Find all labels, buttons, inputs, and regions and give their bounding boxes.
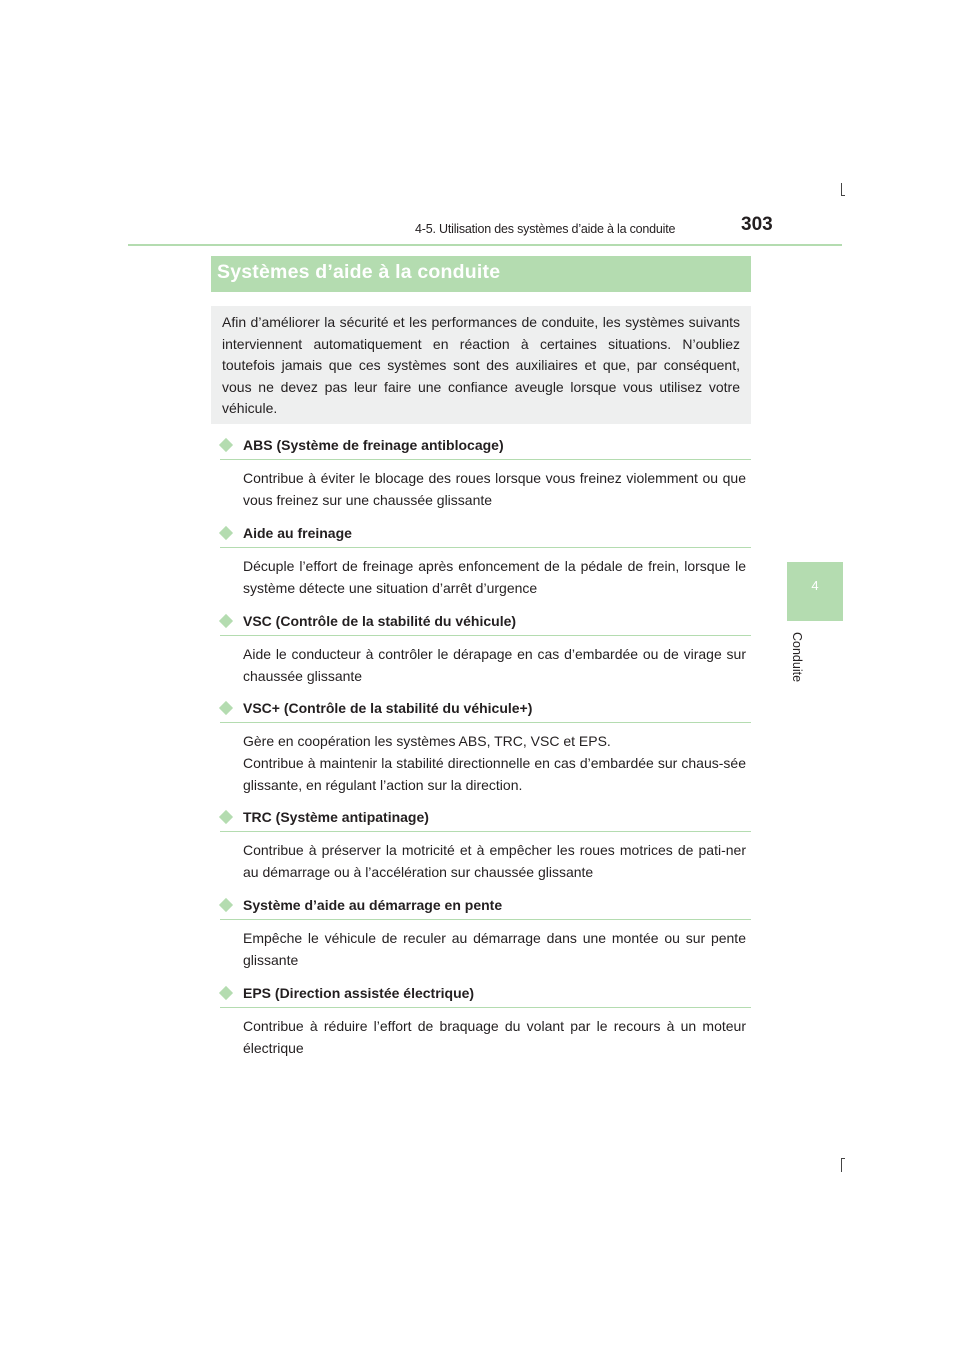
diamond-bullet-icon [219, 701, 233, 715]
chapter-label: Conduite [790, 632, 804, 683]
section-title-bar [211, 256, 751, 292]
diamond-bullet-icon [219, 614, 233, 628]
system-item-abs [220, 437, 751, 508]
system-description: Contribue à réduire l’effort de braquage du volant par le recours à un moteur électrique [243, 1018, 746, 1056]
system-title: ABS (Système de freinage antiblocage) [243, 437, 504, 453]
chapter-number: 4 [811, 578, 819, 593]
system-title: VSC (Contrôle de la stabilité du véhicule) [243, 613, 517, 629]
item-rule [220, 919, 751, 920]
section-title: Systèmes d’aide à la conduite [217, 261, 501, 283]
system-description: Contribue à éviter le blocage des roues lorsque vous freinez violemment ou que vous freinez sur une chaussée glissante [243, 470, 746, 508]
diamond-bullet-icon [219, 526, 233, 540]
intro-text: Afin d’améliorer la sécurité et les performances de conduite, les systèmes suivants interviennent automatiquement en réaction à certaines situations. N’oubliez toutefois jamais que ces systèmes sont des auxiliaires et que, par conséquent, vous ne devez pas leur faire une confiance aveugle lorsque vous utilisez votre véhicule. [222, 314, 740, 417]
item-rule [220, 722, 751, 723]
item-rule [220, 635, 751, 636]
item-rule [220, 547, 751, 548]
system-item-brake-assist [220, 525, 751, 596]
description-line-2: Contribue à maintenir la stabilité directionnelle en cas d’embardée sur chaus-sée glissante, en régulant l’action sur la direction. [243, 755, 746, 793]
intro-box [211, 306, 751, 424]
system-item-vsc-plus [220, 700, 751, 793]
system-description: Empêche le véhicule de reculer au démarrage dans une montée ou sur pente glissante [243, 930, 746, 968]
item-rule [220, 831, 751, 832]
diamond-bullet-icon [219, 986, 233, 1000]
running-header: 4-5. Utilisation des systèmes d’aide à la conduite [415, 222, 676, 236]
system-item-trc [220, 809, 751, 880]
crop-mark-bottom [841, 1158, 842, 1172]
system-description [243, 730, 746, 796]
description-line-1: Gère en coopération les systèmes ABS, TRC, VSC et EPS. [243, 733, 611, 749]
chapter-tab [787, 562, 843, 621]
item-rule [220, 1007, 751, 1008]
system-item-eps [220, 985, 751, 1056]
diamond-bullet-icon [219, 438, 233, 452]
system-title: Aide au freinage [243, 525, 352, 541]
system-description: Décuple l’effort de freinage après enfoncement de la pédale de frein, lorsque le système détecte une situation d’arrêt d’urgence [243, 558, 746, 596]
system-item-hill-start-assist [220, 897, 751, 968]
system-title: TRC (Système antipatinage) [243, 809, 429, 825]
item-rule [220, 459, 751, 460]
system-description: Aide le conducteur à contrôler le dérapage en cas d’embardée ou de virage sur chaussée glissante [243, 646, 746, 684]
page-number: 303 [741, 214, 773, 235]
system-description: Contribue à préserver la motricité et à empêcher les roues motrices de pati-ner au démarrage ou à l’accélération sur chaussée glissante [243, 842, 746, 880]
diamond-bullet-icon [219, 898, 233, 912]
diamond-bullet-icon [219, 810, 233, 824]
crop-mark-bottom-tick [841, 1158, 845, 1159]
crop-mark-top-tick [841, 195, 845, 196]
system-title: VSC+ (Contrôle de la stabilité du véhicule+) [243, 700, 533, 716]
system-title: EPS (Direction assistée électrique) [243, 985, 475, 1001]
system-title: Système d’aide au démarrage en pente [243, 897, 503, 913]
header-rule [128, 244, 842, 246]
system-item-vsc [220, 613, 751, 684]
